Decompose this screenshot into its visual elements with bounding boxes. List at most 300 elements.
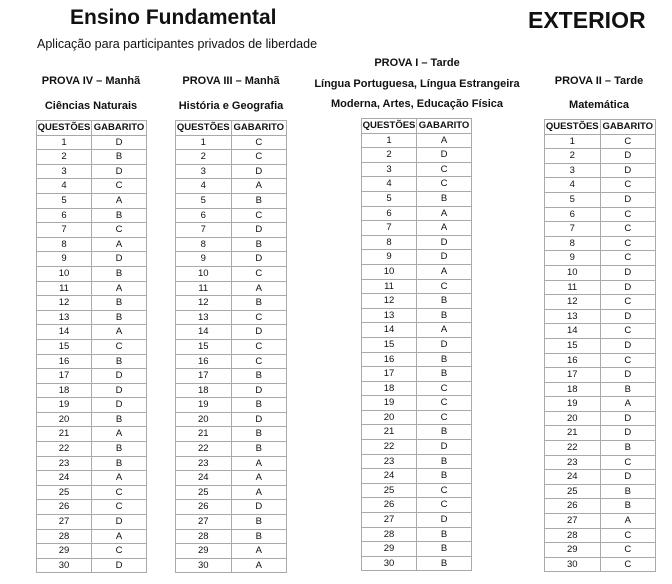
question-number: 9: [176, 252, 232, 267]
answer-letter: D: [92, 369, 147, 384]
question-number: 25: [37, 485, 92, 500]
answer-letter: B: [417, 454, 472, 469]
table-row: [37, 515, 147, 530]
question-number: 1: [362, 133, 417, 148]
question-number: 28: [37, 529, 92, 544]
table-row: [37, 325, 147, 340]
answer-letter: C: [92, 500, 147, 515]
table-row: [37, 223, 147, 238]
question-number: 21: [37, 427, 92, 442]
table-row: [37, 237, 147, 252]
table-header-row: [37, 121, 147, 136]
question-number: 23: [37, 456, 92, 471]
answer-letter: D: [600, 309, 656, 324]
table-row: [176, 398, 287, 413]
table-row: [545, 236, 656, 251]
answer-letter: A: [231, 179, 287, 194]
column-header-questoes: QUESTÕES: [176, 121, 232, 136]
question-number: 12: [545, 295, 601, 310]
question-number: 14: [362, 323, 417, 338]
table-row: [545, 499, 656, 514]
answer-letter: A: [417, 221, 472, 236]
table-row: [176, 485, 287, 500]
question-number: 22: [176, 442, 232, 457]
answer-letter: C: [231, 354, 287, 369]
table-row: [362, 191, 472, 206]
question-number: 16: [362, 352, 417, 367]
question-number: 30: [37, 558, 92, 573]
table-row: [545, 470, 656, 485]
answer-letter: B: [231, 442, 287, 457]
question-number: 7: [545, 222, 601, 237]
question-number: 9: [37, 252, 92, 267]
question-number: 24: [37, 471, 92, 486]
question-number: 3: [545, 163, 601, 178]
answer-letter: C: [600, 236, 656, 251]
answer-letter: A: [417, 133, 472, 148]
table-row: [37, 135, 147, 150]
answer-letter: A: [417, 323, 472, 338]
table-row: [37, 558, 147, 573]
answer-letter: D: [600, 280, 656, 295]
table-row: [545, 455, 656, 470]
answer-letter: C: [600, 134, 656, 149]
answer-letter: D: [231, 164, 287, 179]
question-number: 9: [545, 251, 601, 266]
table-row: [545, 265, 656, 280]
answer-table-prova-i: [361, 118, 472, 571]
answer-letter: D: [231, 383, 287, 398]
table-header-row: [545, 120, 656, 135]
answer-letter: C: [417, 498, 472, 513]
table-row: [37, 529, 147, 544]
answer-letter: C: [600, 222, 656, 237]
answer-letter: D: [417, 337, 472, 352]
answer-letter: A: [600, 514, 656, 529]
table-row: [176, 252, 287, 267]
table-row: [362, 396, 472, 411]
column-header-questoes: QUESTÕES: [37, 121, 92, 136]
question-number: 24: [176, 471, 232, 486]
question-number: 5: [37, 193, 92, 208]
question-number: 4: [545, 178, 601, 193]
answer-letter: C: [231, 339, 287, 354]
exam-header-prova-iii-line1: PROVA III – Manhã: [182, 75, 280, 87]
answer-letter: D: [92, 164, 147, 179]
question-number: 11: [176, 281, 232, 296]
table-row: [545, 324, 656, 339]
question-number: 28: [362, 527, 417, 542]
question-number: 10: [362, 264, 417, 279]
column-header-gabarito: GABARITO: [92, 121, 147, 136]
table-row: [362, 483, 472, 498]
question-number: 29: [37, 544, 92, 559]
answer-letter: C: [600, 543, 656, 558]
question-number: 14: [545, 324, 601, 339]
table-header-row: [176, 121, 287, 136]
table-row: [176, 296, 287, 311]
answer-letter: D: [231, 223, 287, 238]
answer-letter: C: [231, 310, 287, 325]
answer-letter: C: [417, 381, 472, 396]
question-number: 6: [37, 208, 92, 223]
table-row: [362, 235, 472, 250]
table-row: [176, 456, 287, 471]
answer-letter: A: [231, 544, 287, 559]
answer-letter: A: [231, 281, 287, 296]
table-row: [37, 164, 147, 179]
answer-letter: B: [92, 310, 147, 325]
table-row: [362, 542, 472, 557]
table-row: [176, 412, 287, 427]
answer-letter: C: [417, 396, 472, 411]
table-row: [176, 558, 287, 573]
answer-letter: D: [600, 265, 656, 280]
table-row: [362, 440, 472, 455]
table-row: [37, 442, 147, 457]
question-number: 21: [545, 426, 601, 441]
table-row: [176, 339, 287, 354]
question-number: 26: [362, 498, 417, 513]
question-number: 3: [176, 164, 232, 179]
table-row: [176, 500, 287, 515]
answer-letter: D: [92, 383, 147, 398]
table-row: [176, 266, 287, 281]
table-row: [545, 441, 656, 456]
question-number: 21: [362, 425, 417, 440]
answer-letter: D: [600, 411, 656, 426]
table-row: [176, 135, 287, 150]
question-number: 16: [545, 353, 601, 368]
answer-letter: D: [600, 426, 656, 441]
table-row: [176, 164, 287, 179]
answer-letter: D: [417, 148, 472, 163]
table-row: [545, 192, 656, 207]
question-number: 18: [545, 382, 601, 397]
answer-letter: C: [231, 266, 287, 281]
table-row: [545, 149, 656, 164]
answer-letter: B: [600, 441, 656, 456]
table-row: [545, 163, 656, 178]
question-number: 4: [362, 177, 417, 192]
answer-letter: C: [600, 455, 656, 470]
answer-letter: D: [600, 163, 656, 178]
question-number: 4: [176, 179, 232, 194]
page-subtitle: Aplicação para participantes privados de liberdade: [37, 37, 318, 51]
table-row: [37, 179, 147, 194]
page-title: Ensino Fundamental: [70, 6, 277, 29]
answer-letter: D: [92, 515, 147, 530]
answer-letter: D: [417, 440, 472, 455]
table-row: [362, 177, 472, 192]
answer-letter: D: [600, 338, 656, 353]
question-number: 15: [176, 339, 232, 354]
table-row: [37, 310, 147, 325]
answer-letter: A: [231, 471, 287, 486]
answer-letter: B: [92, 412, 147, 427]
answer-letter: B: [231, 515, 287, 530]
question-number: 10: [176, 266, 232, 281]
question-number: 7: [176, 223, 232, 238]
table-row: [37, 398, 147, 413]
table-row: [362, 556, 472, 571]
table-row: [362, 308, 472, 323]
answer-letter: C: [231, 150, 287, 165]
answer-letter: A: [600, 397, 656, 412]
table-row: [545, 134, 656, 149]
table-row: [37, 456, 147, 471]
table-row: [362, 162, 472, 177]
table-row: [545, 178, 656, 193]
table-row: [37, 266, 147, 281]
table-row: [362, 133, 472, 148]
question-number: 11: [545, 280, 601, 295]
answer-letter: C: [417, 177, 472, 192]
question-number: 21: [176, 427, 232, 442]
table-row: [545, 207, 656, 222]
question-number: 26: [545, 499, 601, 514]
question-number: 1: [545, 134, 601, 149]
table-row: [545, 382, 656, 397]
table-row: [176, 310, 287, 325]
exam-header-prova-iii-line2: História e Geografia: [178, 100, 284, 112]
answer-letter: A: [417, 264, 472, 279]
table-row: [545, 514, 656, 529]
answer-letter: C: [92, 485, 147, 500]
answer-letter: B: [92, 442, 147, 457]
exam-header-prova-i-line2: Língua Portuguesa, Língua Estrangeira: [314, 78, 520, 90]
table-header-row: [362, 119, 472, 134]
answer-letter: D: [600, 368, 656, 383]
table-row: [176, 442, 287, 457]
answer-letter: D: [231, 325, 287, 340]
question-number: 1: [37, 135, 92, 150]
question-number: 30: [176, 558, 232, 573]
answer-letter: C: [600, 295, 656, 310]
question-number: 28: [176, 529, 232, 544]
table-row: [545, 368, 656, 383]
table-row: [362, 250, 472, 265]
answer-letter: D: [92, 558, 147, 573]
answer-letter: C: [600, 353, 656, 368]
answer-letter: B: [417, 469, 472, 484]
question-number: 11: [362, 279, 417, 294]
question-number: 18: [176, 383, 232, 398]
question-number: 20: [37, 412, 92, 427]
question-number: 23: [176, 456, 232, 471]
question-number: 19: [176, 398, 232, 413]
question-number: 24: [545, 470, 601, 485]
table-row: [37, 369, 147, 384]
answer-letter: A: [92, 427, 147, 442]
question-number: 23: [545, 455, 601, 470]
question-number: 27: [362, 513, 417, 528]
table-row: [545, 557, 656, 572]
question-number: 29: [176, 544, 232, 559]
answer-letter: B: [231, 369, 287, 384]
answer-letter: C: [92, 179, 147, 194]
question-number: 28: [545, 528, 601, 543]
answer-letter: D: [600, 470, 656, 485]
table-row: [545, 411, 656, 426]
table-row: [545, 543, 656, 558]
answer-letter: B: [231, 193, 287, 208]
answer-letter: C: [231, 135, 287, 150]
question-number: 12: [362, 294, 417, 309]
table-row: [362, 279, 472, 294]
question-number: 5: [545, 192, 601, 207]
answer-letter: D: [92, 252, 147, 267]
question-number: 13: [37, 310, 92, 325]
table-row: [176, 208, 287, 223]
answer-letter: A: [417, 206, 472, 221]
table-row: [37, 544, 147, 559]
answer-letter: C: [417, 162, 472, 177]
table-row: [362, 221, 472, 236]
answer-letter: C: [417, 410, 472, 425]
answer-letter: B: [92, 456, 147, 471]
table-row: [362, 410, 472, 425]
question-number: 24: [362, 469, 417, 484]
question-number: 25: [545, 484, 601, 499]
column-header-gabarito: GABARITO: [417, 119, 472, 134]
answer-table-prova-iv: [36, 120, 147, 573]
table-row: [362, 352, 472, 367]
answer-letter: C: [600, 207, 656, 222]
table-row: [37, 412, 147, 427]
table-row: [362, 425, 472, 440]
answer-letter: C: [417, 483, 472, 498]
table-row: [545, 426, 656, 441]
table-row: [37, 193, 147, 208]
question-number: 10: [545, 265, 601, 280]
answer-letter: B: [231, 296, 287, 311]
answer-letter: D: [231, 500, 287, 515]
answer-letter: A: [92, 529, 147, 544]
table-row: [37, 339, 147, 354]
question-number: 7: [37, 223, 92, 238]
question-number: 18: [362, 381, 417, 396]
table-row: [176, 354, 287, 369]
question-number: 19: [37, 398, 92, 413]
question-number: 22: [37, 442, 92, 457]
table-row: [37, 485, 147, 500]
question-number: 12: [37, 296, 92, 311]
question-number: 6: [545, 207, 601, 222]
answer-table-prova-ii: [544, 119, 656, 572]
answer-letter: B: [92, 354, 147, 369]
table-row: [545, 222, 656, 237]
question-number: 2: [545, 149, 601, 164]
table-row: [545, 251, 656, 266]
table-row: [362, 337, 472, 352]
column-header-questoes: QUESTÕES: [545, 120, 601, 135]
table-row: [176, 179, 287, 194]
question-number: 2: [362, 148, 417, 163]
table-row: [545, 397, 656, 412]
table-row: [362, 294, 472, 309]
question-number: 22: [545, 441, 601, 456]
answer-letter: B: [231, 529, 287, 544]
table-row: [362, 381, 472, 396]
question-number: 14: [176, 325, 232, 340]
question-number: 7: [362, 221, 417, 236]
table-row: [176, 383, 287, 398]
answer-letter: B: [417, 352, 472, 367]
question-number: 6: [176, 208, 232, 223]
table-row: [37, 281, 147, 296]
question-number: 13: [545, 309, 601, 324]
question-number: 2: [176, 150, 232, 165]
question-number: 3: [362, 162, 417, 177]
exam-header-prova-i-line3: Moderna, Artes, Educação Física: [331, 98, 503, 110]
answer-letter: D: [417, 250, 472, 265]
answer-letter: B: [417, 308, 472, 323]
question-number: 17: [545, 368, 601, 383]
answer-letter: C: [600, 528, 656, 543]
question-number: 17: [176, 369, 232, 384]
answer-letter: B: [417, 556, 472, 571]
answer-letter: B: [600, 484, 656, 499]
answer-letter: A: [231, 456, 287, 471]
question-number: 20: [545, 411, 601, 426]
question-number: 15: [362, 337, 417, 352]
question-number: 10: [37, 266, 92, 281]
table-row: [545, 309, 656, 324]
answer-letter: D: [417, 513, 472, 528]
question-number: 1: [176, 135, 232, 150]
table-row: [37, 354, 147, 369]
table-row: [545, 353, 656, 368]
table-row: [362, 527, 472, 542]
question-number: 15: [37, 339, 92, 354]
answer-letter: C: [92, 223, 147, 238]
question-number: 17: [37, 369, 92, 384]
question-number: 6: [362, 206, 417, 221]
table-row: [37, 150, 147, 165]
table-row: [176, 150, 287, 165]
table-row: [176, 529, 287, 544]
answer-letter: D: [417, 235, 472, 250]
question-number: 23: [362, 454, 417, 469]
column-header-gabarito: GABARITO: [600, 120, 656, 135]
question-number: 5: [176, 193, 232, 208]
question-number: 8: [545, 236, 601, 251]
question-number: 27: [176, 515, 232, 530]
answer-letter: B: [231, 237, 287, 252]
answer-letter: C: [92, 339, 147, 354]
question-number: 3: [37, 164, 92, 179]
answer-letter: C: [600, 557, 656, 572]
answer-letter: B: [600, 382, 656, 397]
answer-letter: D: [231, 252, 287, 267]
answer-letter: B: [231, 427, 287, 442]
column-header-gabarito: GABARITO: [231, 121, 287, 136]
table-row: [176, 369, 287, 384]
answer-letter: B: [417, 425, 472, 440]
question-number: 11: [37, 281, 92, 296]
table-row: [176, 515, 287, 530]
exam-header-prova-iv-line1: PROVA IV – Manhã: [41, 75, 141, 87]
question-number: 16: [37, 354, 92, 369]
table-row: [37, 500, 147, 515]
column-header-questoes: QUESTÕES: [362, 119, 417, 134]
table-row: [176, 193, 287, 208]
question-number: 30: [362, 556, 417, 571]
question-number: 18: [37, 383, 92, 398]
question-number: 25: [362, 483, 417, 498]
question-number: 13: [176, 310, 232, 325]
